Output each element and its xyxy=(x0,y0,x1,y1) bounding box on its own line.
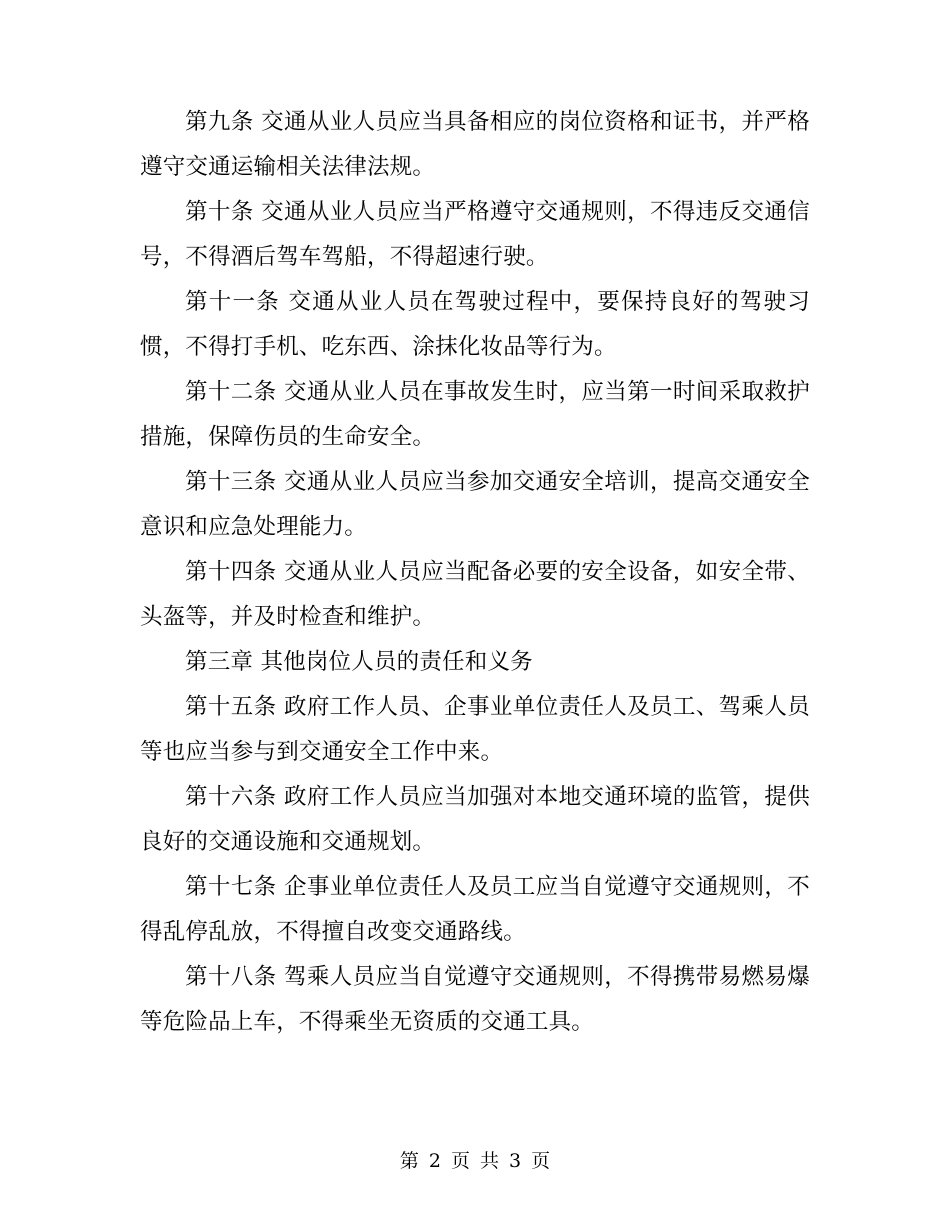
article-10: 第十条 交通从业人员应当严格遵守交通规则，不得违反交通信号，不得酒后驾车驾船，不得超速行驶。 xyxy=(140,199,810,270)
page-number-footer: 第 2 页 共 3 页 xyxy=(399,1150,551,1172)
article-17: 第十七条 企事业单位责任人及员工应当自觉遵守交通规则，不得乱停乱放，不得擅自改变交通路线。 xyxy=(140,874,810,945)
document-body xyxy=(140,100,810,1045)
chapter-3-heading: 第三章 其他岗位人员的责任和义务 xyxy=(185,649,533,675)
article-15: 第十五条 政府工作人员、企事业单位责任人及员工、驾乘人员等也应当参与到交通安全工作中来。 xyxy=(140,694,810,765)
article-13: 第十三条 交通从业人员应当参加交通安全培训，提高交通安全意识和应急处理能力。 xyxy=(140,469,810,540)
article-18: 第十八条 驾乘人员应当自觉遵守交通规则，不得携带易燃易爆等危险品上车，不得乘坐无资质的交通工具。 xyxy=(140,964,810,1035)
article-14: 第十四条 交通从业人员应当配备必要的安全设备，如安全带、头盔等，并及时检查和维护。 xyxy=(140,559,810,630)
article-11: 第十一条 交通从业人员在驾驶过程中，要保持良好的驾驶习惯，不得打手机、吃东西、涂抹化妆品等行为。 xyxy=(140,289,810,360)
article-16: 第十六条 政府工作人员应当加强对本地交通环境的监管，提供良好的交通设施和交通规划。 xyxy=(140,784,810,855)
article-12: 第十二条 交通从业人员在事故发生时，应当第一时间采取救护措施，保障伤员的生命安全。 xyxy=(140,379,810,450)
article-9: 第九条 交通从业人员应当具备相应的岗位资格和证书，并严格遵守交通运输相关法律法规。 xyxy=(140,109,810,180)
